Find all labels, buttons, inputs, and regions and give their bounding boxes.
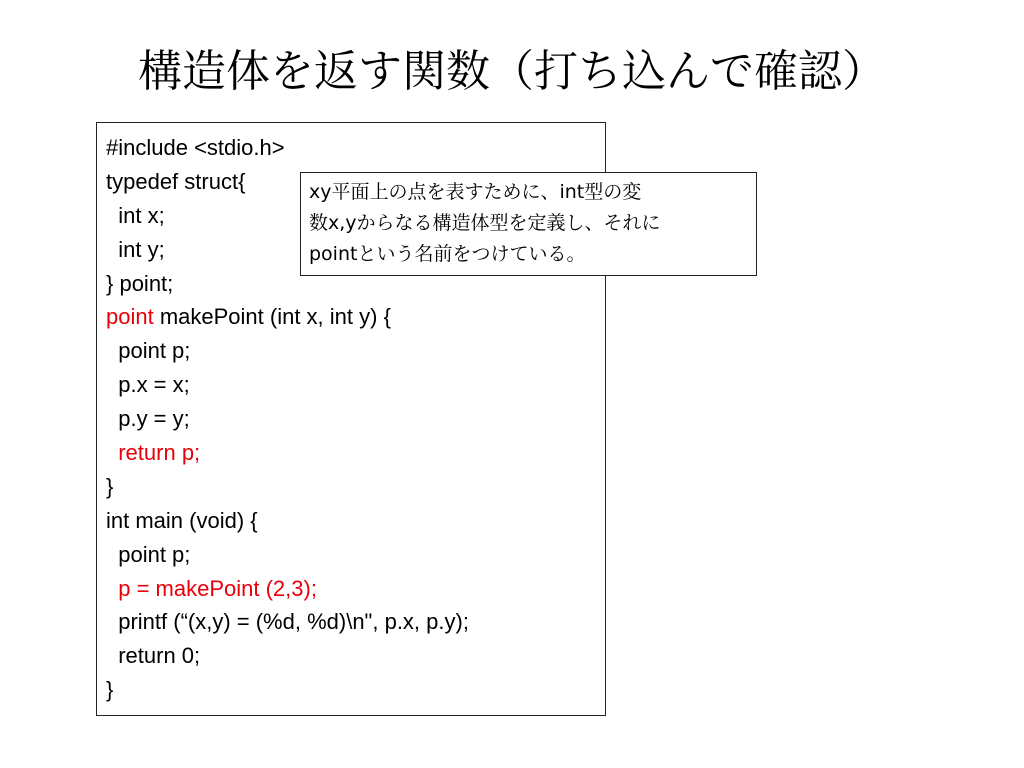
code-text: int y; — [106, 236, 165, 262]
callout-line-3: pointという名前をつけている。 — [309, 243, 586, 265]
code-highlight: point — [106, 304, 154, 330]
code-text: int main (void) { — [106, 507, 258, 533]
code-text: p.y = y; — [106, 406, 190, 432]
code-text: return 0; — [106, 643, 201, 669]
code-line — [106, 572, 605, 606]
code-line — [106, 402, 605, 436]
code-text: } — [106, 677, 114, 703]
code-text: #include <stdio.h> — [106, 135, 285, 160]
code-line — [106, 334, 605, 368]
code-line — [106, 639, 605, 673]
code-line — [106, 131, 605, 165]
code-line — [106, 605, 605, 639]
code-highlight: return p; — [118, 440, 201, 466]
code-highlight: p = makePoint (2,3); — [118, 575, 317, 601]
code-text: makePoint (int x, int y) { — [153, 304, 391, 330]
slide-title: 構造体を返す関数（打ち込んで確認） — [138, 46, 886, 97]
callout-line-1: xy平面上の点を表すために、int型の変 — [309, 181, 642, 203]
code-text — [106, 576, 118, 601]
code-text: p.x = x; — [106, 372, 190, 398]
code-line — [106, 300, 605, 334]
explanation-callout — [300, 172, 757, 276]
code-line — [106, 436, 605, 470]
code-line — [106, 538, 605, 572]
code-text: } point; — [106, 270, 174, 296]
code-text: } — [106, 473, 114, 499]
code-text: typedef struct{ — [106, 168, 246, 194]
code-text: int x; — [106, 202, 165, 228]
code-text: point p; — [106, 338, 191, 364]
code-line — [106, 673, 605, 707]
callout-line-2: 数x,yからなる構造体型を定義し、それに — [309, 212, 661, 234]
code-line — [106, 504, 605, 538]
code-line — [106, 470, 605, 504]
code-text: printf (“(x,y) = (%d, %d)\n", p.x, p.y); — [106, 609, 469, 635]
code-text: point p; — [106, 541, 191, 567]
code-text — [106, 440, 118, 465]
code-line — [106, 368, 605, 402]
